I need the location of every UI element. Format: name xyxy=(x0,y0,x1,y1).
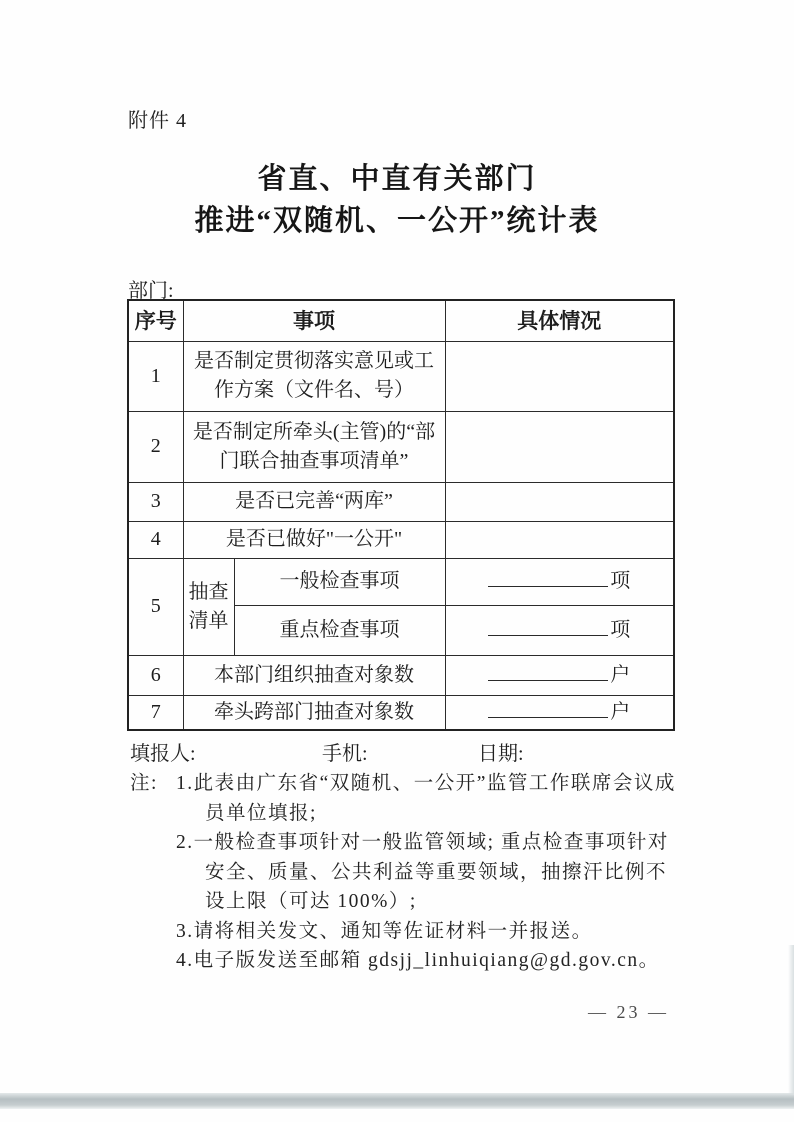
row7-detail-cell xyxy=(445,695,674,730)
header-item: 事项 xyxy=(183,300,445,341)
row1-no: 1 xyxy=(128,341,183,411)
mobile-label: 手机: xyxy=(322,743,368,765)
row4-item: 是否已做好"一公开" xyxy=(183,521,445,558)
row5-sub2-unit: 项 xyxy=(610,618,631,641)
row5-sub1-unit: 项 xyxy=(610,570,631,592)
document-title xyxy=(0,158,794,242)
note-item-4: 4.电子版发送至邮箱 gdsjj_linhuiqiang@gd.gov.cn。 xyxy=(176,950,660,971)
table-row-3 xyxy=(128,482,674,521)
row6-no: 6 xyxy=(128,655,183,695)
table-row-2 xyxy=(128,411,674,482)
row1-item: 是否制定贯彻落实意见或工作方案（文件名、号） xyxy=(183,341,445,411)
statistics-table xyxy=(127,299,675,731)
table-header-row xyxy=(128,300,674,341)
row7-unit: 户 xyxy=(610,700,631,723)
table-row-4 xyxy=(128,521,674,558)
filler-label: 填报人: xyxy=(130,743,196,765)
title-line-2: 推进“双随机、一公开”统计表 xyxy=(194,205,600,237)
note-item-2: 2.一般检查事项针对一般监管领域; 重点检查事项针对安全、质量、公共利益等重要领域，抽擦汗比例不设上限（可达 100%）; xyxy=(176,832,669,912)
note-item-1: 1.此表由广东省“双随机、一公开”监管工作联席会议成员单位填报; xyxy=(176,773,676,824)
row5-group-line1: 抽查 xyxy=(188,580,229,603)
row2-detail-cell xyxy=(445,411,674,482)
row2-no: 2 xyxy=(128,411,183,482)
scan-bottom-shadow xyxy=(0,1093,794,1109)
scan-right-shadow xyxy=(788,945,794,1095)
notes-section xyxy=(130,769,686,976)
page-number: — 23 — xyxy=(588,1002,669,1022)
table-row-6 xyxy=(128,655,674,695)
row3-item: 是否已完善“两库” xyxy=(183,482,445,521)
row3-detail-cell xyxy=(445,482,674,521)
row3-no: 3 xyxy=(128,482,183,521)
header-detail: 具体情况 xyxy=(445,300,674,341)
row2-item: 是否制定所牵头(主管)的“部门联合抽查事项清单” xyxy=(183,411,445,482)
table-row-7 xyxy=(128,695,674,730)
row6-unit: 户 xyxy=(610,663,631,686)
row5-group-label xyxy=(183,558,234,655)
row1-detail-cell xyxy=(445,341,674,411)
row5-sub1-item: 一般检查事项 xyxy=(234,558,445,605)
row7-no: 7 xyxy=(128,695,183,730)
note-item-3: 3.请将相关发文、通知等佐证材料一并报送。 xyxy=(176,920,593,942)
row4-no: 4 xyxy=(128,521,183,558)
table-row-5a xyxy=(128,558,674,605)
attachment-label: 附件 4 xyxy=(128,110,187,132)
title-line-1: 省直、中直有关部门 xyxy=(257,163,537,195)
row5-no: 5 xyxy=(128,558,183,655)
row7-item: 牵头跨部门抽查对象数 xyxy=(183,695,445,730)
table-row-1 xyxy=(128,341,674,411)
row5-sub1-blank-line xyxy=(488,572,608,587)
row6-item: 本部门组织抽查对象数 xyxy=(183,655,445,695)
row5-group-line2: 清单 xyxy=(188,609,229,632)
notes-label: 注: xyxy=(130,773,158,794)
row5-sub2-item: 重点检查事项 xyxy=(234,605,445,655)
row5-sub2-blank-line xyxy=(488,621,608,636)
row4-detail-cell xyxy=(445,521,674,558)
row7-blank-line xyxy=(488,703,608,718)
notes-items xyxy=(176,769,678,976)
row5-sub2-detail-cell xyxy=(445,605,674,655)
row6-detail-cell xyxy=(445,655,674,695)
header-no: 序号 xyxy=(128,300,183,341)
date-label: 日期: xyxy=(478,743,524,765)
row6-blank-line xyxy=(488,666,608,681)
department-label: 部门: xyxy=(128,280,174,302)
row5-sub1-detail-cell xyxy=(445,558,674,605)
